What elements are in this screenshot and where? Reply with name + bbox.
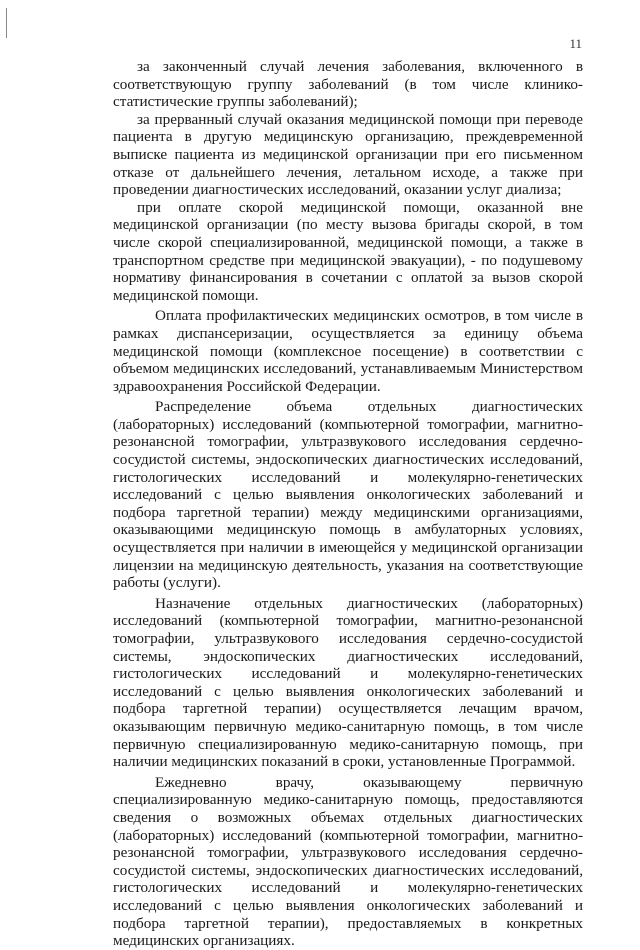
paragraph-emergency-care: при оплате скорой медицинской помощи, оказанной вне медицинской организации (по месту вызова бригады скорой, в том числе скорой специализированной, медицинской помощи, а также в транспортном средстве при медицинской эвакуации), - по подушевому нормативу финансирования в сочетании с оплатой за вызов скорой медицинской помощи. (113, 198, 583, 304)
paragraph-completed-case: за законченный случай лечения заболевания, включенного в соответствующую группу заболеваний (в том числе клинико-статистические группы заболеваний); (113, 58, 583, 111)
paragraph-distribution-of-volume: Распределение объема отдельных диагностических (лабораторных) исследований (компьютерной томографии, магнитно-резонансной томографии, ультразвукового исследования сердечно-сосудистой системы, эндоскопических диагностических исследований, гистологических исследований и молекулярно-генетических исследований с целью выявления онкологических заболеваний и подбора таргетной терапии) между медицинскими организациями, оказывающими медицинскую помощь в амбулаторных условиях, осуществляется при наличии в имеющейся у медицинской организации лицензии на медицинскую деятельность, указания на соответствующие работы (услуги). (113, 398, 583, 592)
paragraph-prescription: Назначение отдельных диагностических (лабораторных) исследований (компьютерной томографии, магнитно-резонансной томографии, ультразвукового исследования сердечно-сосудистой системы, эндоскопических диагностических исследований, гистологических исследований и молекулярно-генетических исследований с целью выявления онкологических заболеваний и подбора таргетной терапии) осуществляется лечащим врачом, оказывающим первичную медико-санитарную помощь, в том числе первичную специализированную медико-санитарную помощь, при наличии медицинских показаний в сроки, установленные Программой. (113, 594, 583, 771)
paragraph-preventive-exams: Оплата профилактических медицинских осмотров, в том числе в рамках диспансеризации, осуществляется за единицу объема медицинской помощи (комплексное посещение) в соответствии с объемом медицинских исследований, устанавливаемым Министерством здравоохранения Российской Федерации. (113, 307, 583, 395)
scan-edge-mark (6, 8, 7, 38)
page-number: 11 (569, 36, 582, 51)
paragraph-daily-information: Ежедневно врачу, оказывающему первичную специализированную медико-санитарную помощь, предоставляются сведения о возможных объемах отдельных диагностических (лабораторных) исследований (компьютерной томографии, магнитно-резонансной томографии, ультразвукового исследования сердечно-сосудистой системы, эндоскопических диагностических исследований, гистологических исследований и молекулярно-генетических исследований с целью выявления онкологических заболеваний и подбора таргетной терапии), предоставляемых в конкретных медицинских организациях. (113, 773, 583, 950)
paragraph-interrupted-case: за прерванный случай оказания медицинской помощи при переводе пациента в другую медицинскую организацию, преждевременной выписке пациента из медицинской организации при его письменном отказе от дальнейшего лечения, летальном исходе, а также при проведении диагностических исследований, оказании услуг диализа; (113, 110, 583, 199)
document-body (113, 58, 583, 950)
